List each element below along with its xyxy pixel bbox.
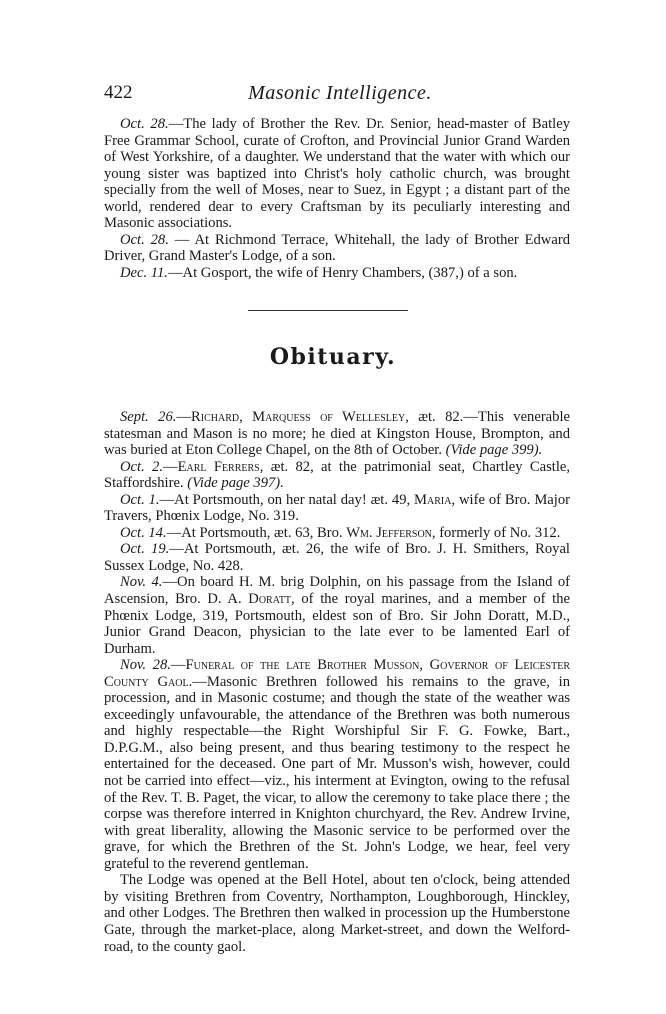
entry-text: —At Portsmouth, æt. 26, the wife of Bro. J. H. Smithers, Royal Sussex Lodge, No. 428. — [104, 541, 570, 574]
entry-name: Doratt, — [248, 591, 295, 608]
entry-text: — At Richmond Terrace, Whitehall, the lady of Brother Edward Driver, Grand Master's Lodge, of a son. — [104, 231, 570, 265]
entry-date: Nov. 4. — [120, 574, 163, 591]
entry-text: The Lodge was opened at the Bell Hotel, about ten o'clock, being attended by visiting Brethren from Coventry, Northampton, Loughborough, Hinckley, and other Lodges. The Brethren then walked in procession up the Humberstone Gate, through the market-place, along Market-street, and down the Welford-road, to the county gaol. — [104, 872, 570, 955]
obituary-entry — [104, 525, 570, 542]
obituary-section — [104, 409, 570, 955]
births-section — [104, 116, 570, 281]
entry-date: Nov. 28. — [120, 657, 171, 674]
obituary-entry — [104, 492, 570, 525]
entry-text: wife of Bro. Major Travers, Phœnix Lodge, No. 319. — [104, 491, 570, 525]
entry-text: —At Portsmouth, æt. 63, Bro. — [166, 524, 347, 541]
entry-text: formerly of No. 312. — [435, 524, 561, 541]
entry-text: æt. 82.—This venerable statesman and Mason is no more; he died at Kingston House, Brompton, and was buried at Eton College Chapel, on the 8th of October. — [104, 409, 570, 459]
entry-text: —At Gosport, the wife of Henry Chambers, (387,) of a son. — [167, 264, 518, 281]
entry-reference: (Vide page 399). — [445, 442, 543, 459]
entry-name: —Earl Ferrers, — [163, 458, 264, 475]
entry-reference: (Vide page 397). — [187, 475, 284, 492]
entry-date: Oct. 1. — [120, 491, 160, 508]
entry-date: Oct. 2. — [120, 458, 163, 475]
birth-entry — [104, 265, 570, 282]
obituary-entry — [104, 459, 570, 492]
entry-text: —The lady of Brother the Rev. Dr. Senior, head-master of Batley Free Grammar School, curate of Crofton, and Provincial Junior Grand Warden of West Yorkshire, of a daughter. We understand that the water with which our young sister was baptized into Christ's holy catholic church, was brought specially from the well of Moses, near to Suez, in Egypt ; a distant part of the world, rendered dear to every Craftsman by its peculiarly interesting and Masonic associations. — [104, 116, 570, 232]
obituary-paragraph — [104, 872, 570, 955]
running-head: Masonic Intelligence. — [248, 82, 432, 104]
entry-name: Wm. Jefferson, — [346, 524, 436, 541]
entry-date: Oct. 14. — [120, 524, 167, 541]
birth-entry — [104, 232, 570, 265]
entry-text: æt. 82, at the patrimonial seat, Chartley Castle, Staffordshire. — [104, 458, 570, 492]
entry-name: Maria, — [414, 491, 456, 508]
entry-date: Oct. 28. — [120, 116, 169, 132]
entry-date: Sept. 26. — [120, 409, 177, 425]
entry-date: Oct. 19. — [120, 541, 170, 558]
obituary-heading: Obituary. — [269, 344, 397, 370]
obituary-entry — [104, 657, 570, 872]
entry-date: Oct. 28. — [120, 231, 169, 248]
page-number: 422 — [104, 82, 133, 103]
entry-text: —On board H. M. brig Dolphin, on his passage from the Island of Ascension, Bro. D. A. — [104, 574, 570, 608]
page-header — [104, 82, 576, 106]
obituary-entry — [104, 409, 570, 459]
entry-name: —Richard, Marquess of Wellesley, — [176, 409, 409, 425]
birth-entry — [104, 116, 570, 232]
section-divider — [248, 310, 408, 311]
obituary-entry — [104, 574, 570, 657]
obituary-entry — [104, 541, 570, 574]
entry-text: —Masonic Brethren followed his remains to the grave, in procession, and in Masonic costume; and though the state of the weather was exceedingly unfavourable, the attendance of the Brethren was both numerous and highly respectable—the Right Worshipful Sir F. G. Fowke, Bart., D.P.G.M., also being present, and thus bearing testimony to the respect he entertained for the deceased. One part of Mr. Musson's wish, however, could not be carried into effect—viz., his interment at Evington, owing to the refusal of the Rev. T. B. Paget, the vicar, to allow the ceremony to take place there ; the corpse was therefore interred in Knighton churchyard, the Rev. Andrew Irvine, with great liberality, allowing the Masonic service to be performed over the grave, for which the Brethren of the St. John's Lodge, we hear, feel very grateful to the reverend gentleman. — [104, 673, 570, 872]
entry-text: of the royal marines, and a member of the Phœnix Lodge, 319, Portsmouth, eldest son of Bro. Sir John Doratt, M.D., Junior Grand Deacon, physician to the late ever to be lamented Earl of Durham. — [104, 591, 570, 657]
entry-text: —At Portsmouth, on her natal day! æt. 49, — [159, 491, 415, 508]
entry-date: Dec. 11. — [120, 264, 168, 281]
entry-name: —Funeral of the late Brother Musson, Governor of Leicester County Gaol. — [104, 657, 570, 690]
